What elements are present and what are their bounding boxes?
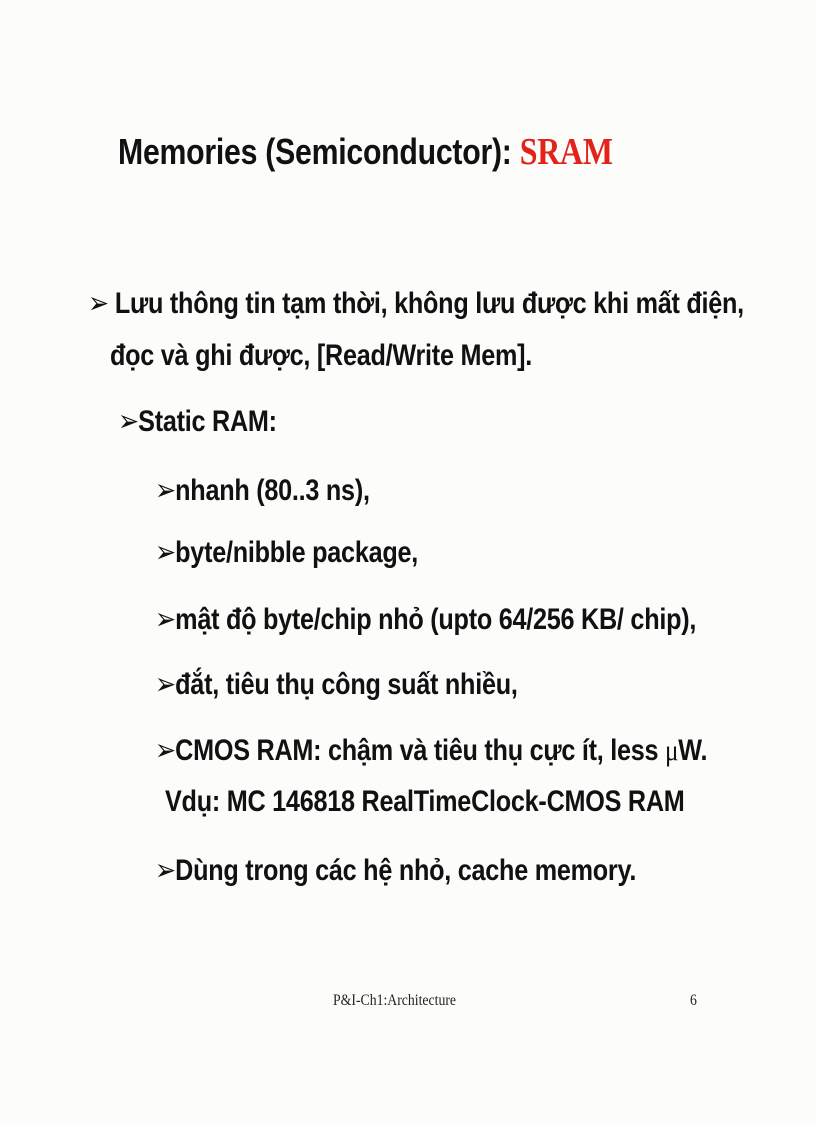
bullet-text: mật độ byte/chip nhỏ (upto 64/256 KB/ chip), [175, 603, 697, 636]
bullet-item [155, 602, 696, 637]
bullet-text: CMOS RAM: chậm và tiêu thụ cực ít, less [175, 734, 666, 767]
slide-title [118, 130, 613, 174]
bullet-text: nhanh (80..3 ns), [175, 474, 370, 507]
bullet-item [118, 404, 277, 439]
footer-label: P&I-Ch1:Architecture [333, 992, 457, 1009]
bullet-text: W. [678, 734, 708, 767]
bullet-text: byte/nibble package, [175, 536, 418, 569]
bullet-continuation [165, 785, 685, 819]
micro-symbol: μ [665, 734, 679, 767]
bullet-item [155, 733, 707, 768]
bullet-continuation [110, 339, 532, 373]
title-main: Memories (Semiconductor): [118, 131, 520, 172]
bullet-item [155, 535, 418, 570]
arrow-bullet-icon: ➢ [155, 473, 176, 508]
bullet-text: đọc và ghi được, [Read/Write Mem]. [110, 339, 533, 372]
bullet-text: Dùng trong các hệ nhỏ, cache memory. [175, 854, 637, 887]
arrow-bullet-icon: ➢ [155, 667, 176, 702]
arrow-bullet-icon: ➢ [118, 404, 139, 439]
bullet-item [155, 473, 370, 508]
bullet-item [155, 667, 518, 702]
bullet-text: Lưu thông tin tạm thời, không lưu được khi mất điện, [114, 287, 744, 320]
bullet-text: đắt, tiêu thụ công suất nhiều, [175, 668, 518, 701]
bullet-item [88, 286, 744, 321]
title-accent: SRAM [519, 131, 613, 173]
bullet-text: Vdụ: MC 146818 RealTimeClock-CMOS RAM [165, 785, 685, 818]
arrow-bullet-icon: ➢ [155, 853, 176, 888]
bullet-item [155, 853, 636, 888]
page-number: 6 [690, 992, 697, 1009]
arrow-bullet-icon: ➢ [155, 733, 176, 768]
arrow-bullet-icon: ➢ [88, 286, 109, 321]
bullet-text: Static RAM: [138, 405, 277, 438]
arrow-bullet-icon: ➢ [155, 535, 176, 570]
arrow-bullet-icon: ➢ [155, 602, 176, 637]
